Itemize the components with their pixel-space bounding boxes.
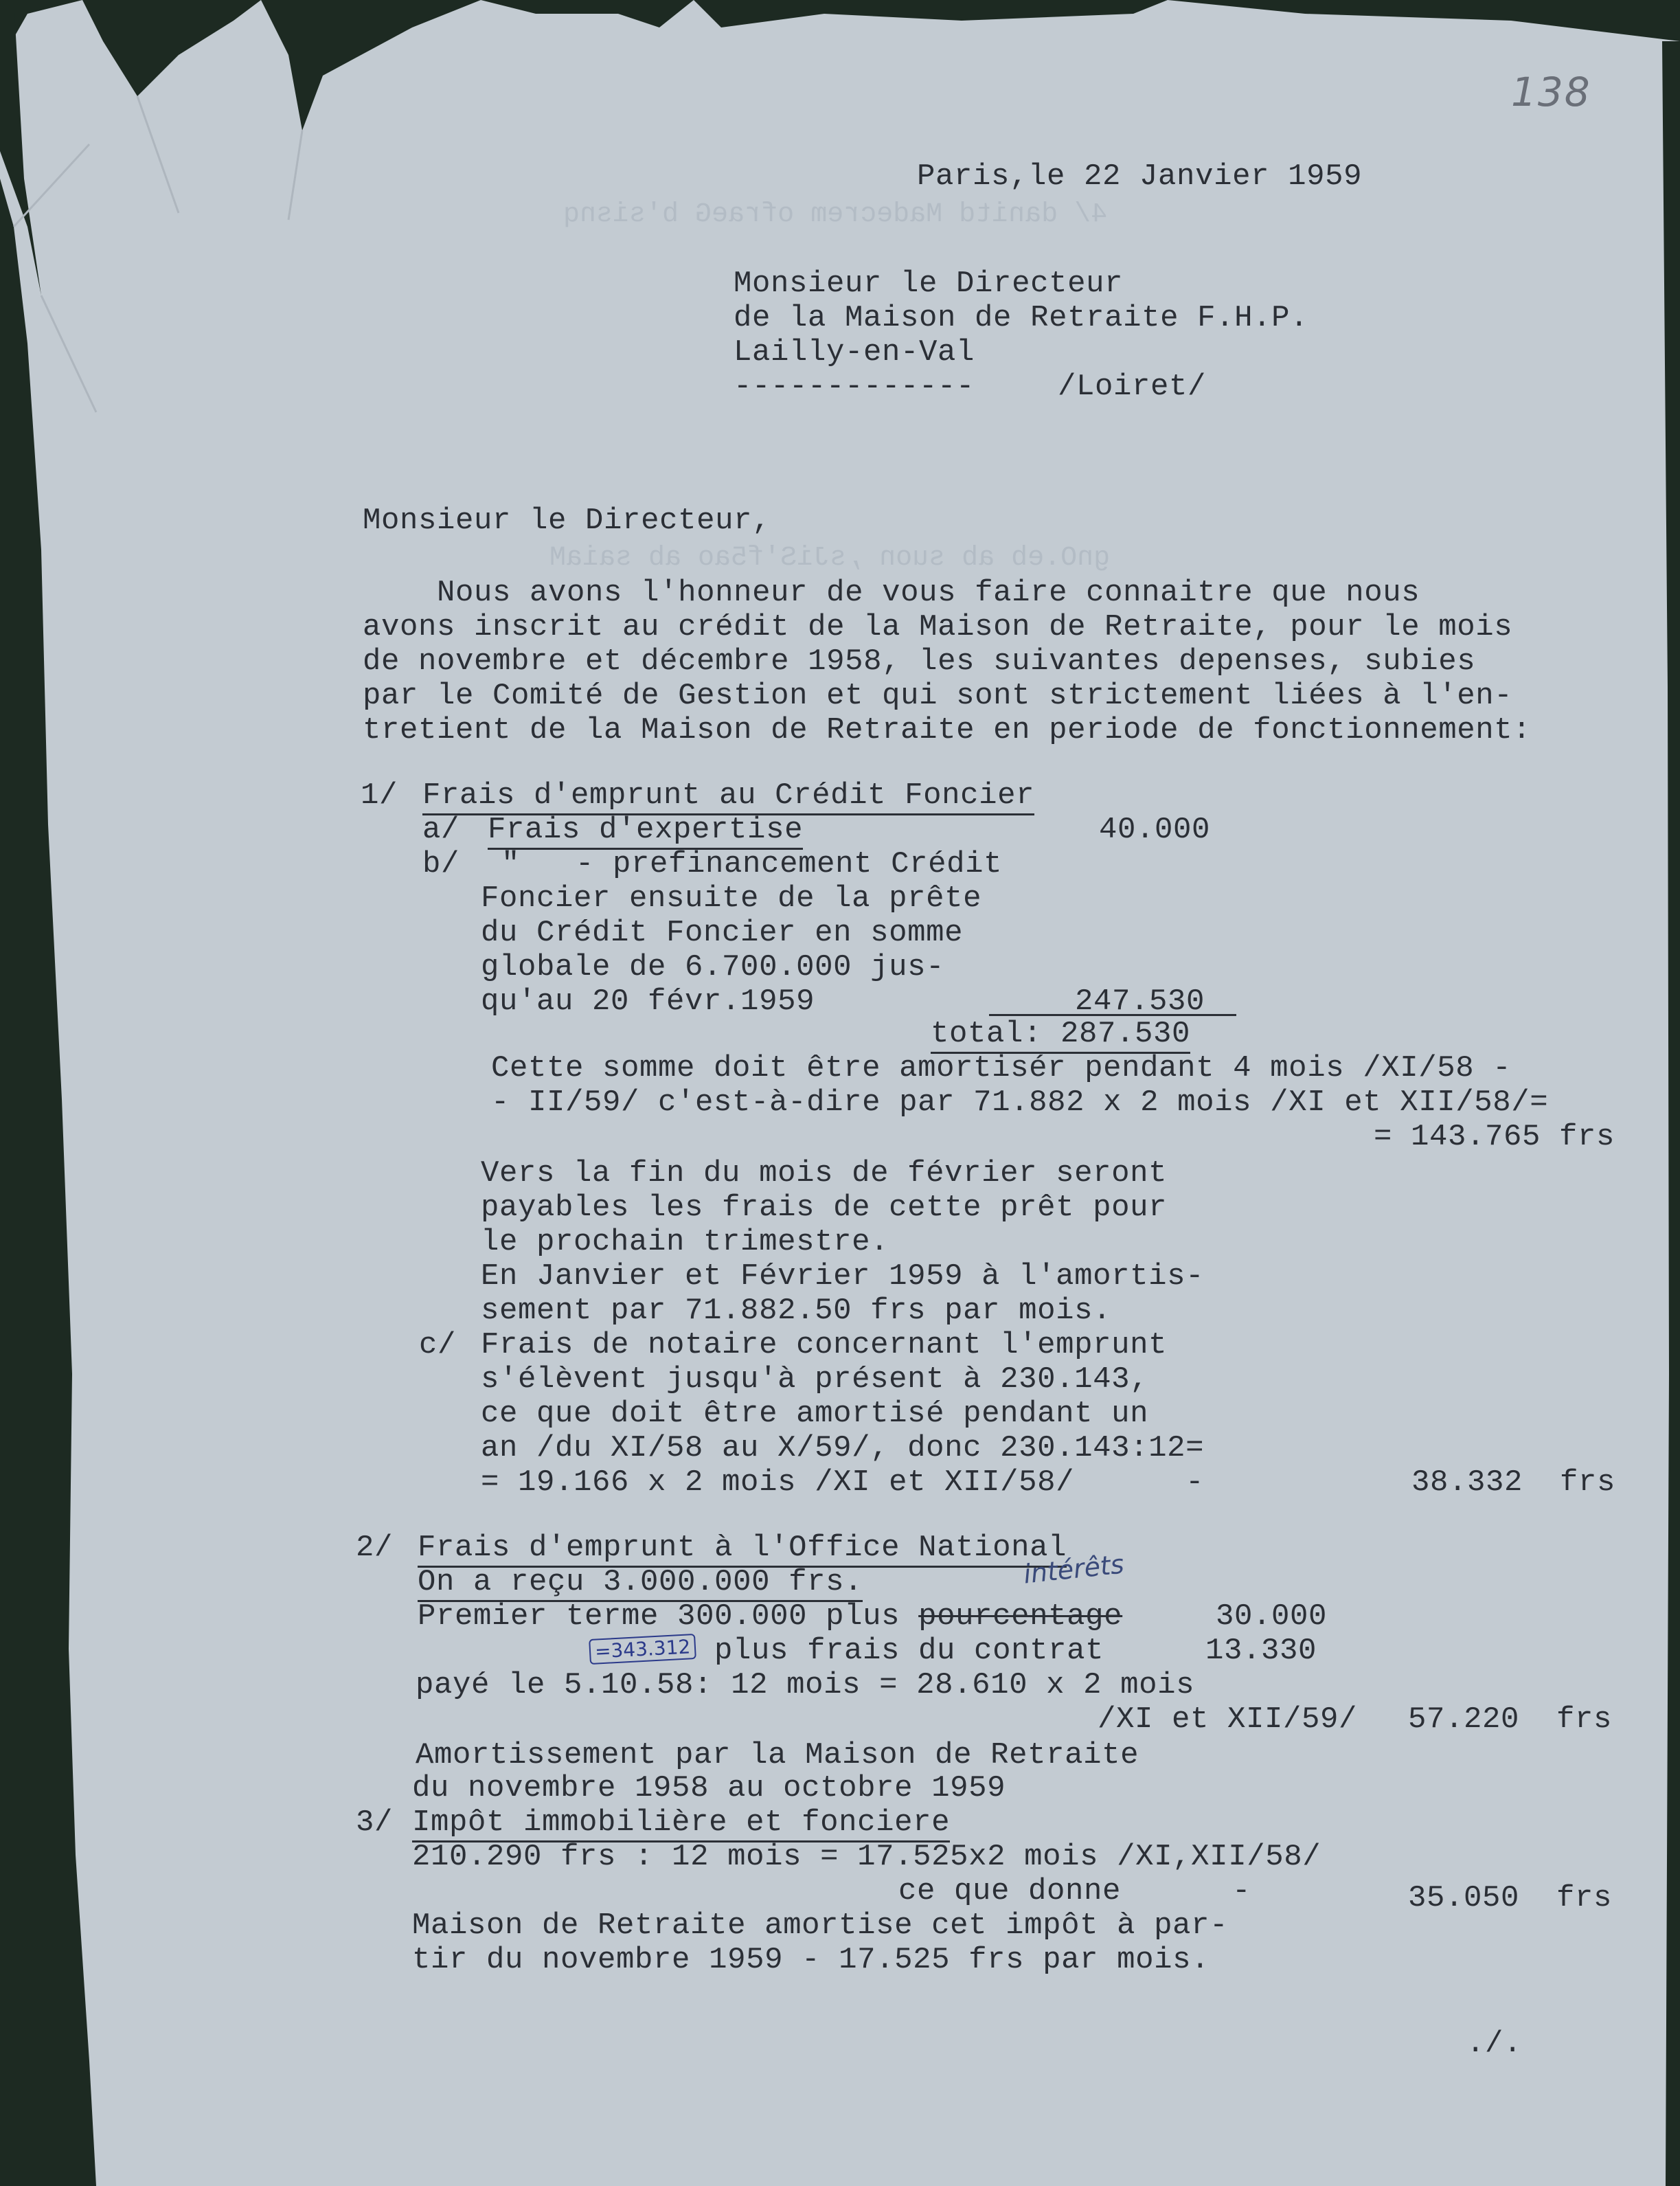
address-region: /Loiret/ (1058, 370, 1207, 404)
item-amount: 57.220 frs (1408, 1702, 1613, 1737)
item-text: Frais de notaire concernant l'emprunt (481, 1328, 1168, 1362)
bleed-through-text: gnO.eb ab suon ,sJiS'f5ao ab saiaM (549, 543, 1111, 574)
item-text: Frais d'expertise (488, 813, 803, 850)
note-line: En Janvier et Février 1959 à l'amortis- (481, 1259, 1205, 1294)
total-line: total: 287.530 (931, 1017, 1190, 1054)
item-amount: 13.330 (1205, 1634, 1317, 1668)
note-line: le prochain trimestre. (481, 1225, 889, 1259)
amort-line: - II/59/ c'est-à-dire par 71.882 x 2 mois /XI et XII/58/= (491, 1085, 1549, 1120)
intro-line: avons inscrit au crédit de la Maison de Retraite, pour le mois (363, 610, 1513, 644)
item-text: ce que doit être amortisé pendant un (481, 1397, 1149, 1431)
item-text: Foncier ensuite de la prête (481, 881, 982, 916)
sum-rule (989, 1014, 1236, 1016)
section-title: Frais d'emprunt au Crédit Foncier (422, 778, 1034, 815)
item-text: du Crédit Foncier en somme (481, 916, 964, 950)
item-amount: 38.332 frs (1411, 1465, 1616, 1500)
received-line: On a reçu 3.000.000 frs. (418, 1565, 863, 1602)
calc-line: 210.290 frs : 12 mois = 17.525x2 mois /XI,XII/58/ (412, 1840, 1321, 1874)
intro-line: tretient de la Maison de Retraite en periode de fonctionnement: (363, 713, 1532, 747)
item-amount: 30.000 (1216, 1599, 1328, 1634)
note-line: Maison de Retraite amortise cet impôt à par- (412, 1908, 1229, 1943)
item-amount: 247.530 (1075, 984, 1205, 1019)
address-line-2: de la Maison de Retraite F.H.P. (734, 301, 1309, 335)
section-title: Frais d'emprunt à l'Office National (418, 1531, 1067, 1568)
section-number: 1/ (361, 778, 398, 813)
amort-line: Amortissement par la Maison de Retraite (416, 1738, 1139, 1772)
item-label: c/ (419, 1328, 457, 1362)
address-line-1: Monsieur le Directeur (734, 267, 1124, 301)
amort-line: Cette somme doit être amortisér pendant 4 mois /XI/58 - (491, 1051, 1512, 1085)
item-label: b/ (422, 847, 460, 881)
salutation: Monsieur le Directeur, (363, 504, 771, 538)
intro-line: Nous avons l'honneur de vous faire connaitre que nous (363, 576, 1420, 610)
bleed-through-text: 4/ danitd Madecrem ofraeG b'sisnq (563, 199, 1108, 230)
contract-line: plus frais du contrat (714, 1634, 1104, 1668)
boxed-note: =343.312 (589, 1634, 696, 1665)
section-number: 2/ (356, 1531, 394, 1565)
address-line-3: Lailly-en-Val (734, 335, 975, 370)
amort-result: = 143.765 frs (1374, 1120, 1615, 1154)
item-text: an /du XI/58 au X/59/, donc 230.143:12= (481, 1431, 1205, 1465)
intro-line: de novembre et décembre 1958, les suivantes depenses, subies (363, 644, 1476, 679)
item-text: s'élèvent jusqu'à présent à 230.143, (481, 1362, 1149, 1397)
note-line: tir du novembre 1959 - 17.525 frs par mois. (412, 1943, 1210, 1977)
paid-line: payé le 5.10.58: 12 mois = 28.610 x 2 mois (416, 1668, 1195, 1702)
handwritten-correction: intérêts (1022, 1548, 1126, 1590)
item-amount: 40.000 (1099, 813, 1211, 847)
continuation-mark: ./. (1466, 2027, 1523, 2061)
term-line: Premier terme 300.000 plus pourcentage (418, 1599, 1123, 1634)
item-text: globale de 6.700.000 jus- (481, 950, 945, 984)
note-line: payables les frais de cette prêt pour (481, 1191, 1168, 1225)
gives-line: ce que donne - (898, 1874, 1251, 1908)
note-line: Vers la fin du mois de février seront (481, 1156, 1168, 1191)
note-line: sement par 71.882.50 frs par mois. (481, 1294, 1112, 1328)
period: /XI et XII/59/ (1098, 1702, 1358, 1737)
item-label: a/ (422, 813, 460, 847)
item-amount: 35.050 frs (1408, 1881, 1613, 1915)
intro-line: par le Comité de Gestion et qui sont strictement liées à l'en- (363, 679, 1513, 713)
item-text: qu'au 20 févr.1959 (481, 984, 815, 1019)
section-title: Impôt immobilière et fonciere (412, 1805, 950, 1843)
address-rule: ------------- (734, 370, 975, 404)
item-text: = 19.166 x 2 mois /XI et XII/58/ - (481, 1465, 1205, 1500)
amort-line: du novembre 1958 au octobre 1959 (412, 1771, 1006, 1805)
section-number: 3/ (356, 1805, 394, 1840)
item-text: " - prefinancement Crédit (501, 847, 1003, 881)
page-number: 138 (1511, 69, 1591, 115)
date-line: Paris,le 22 Janvier 1959 (917, 159, 1363, 194)
